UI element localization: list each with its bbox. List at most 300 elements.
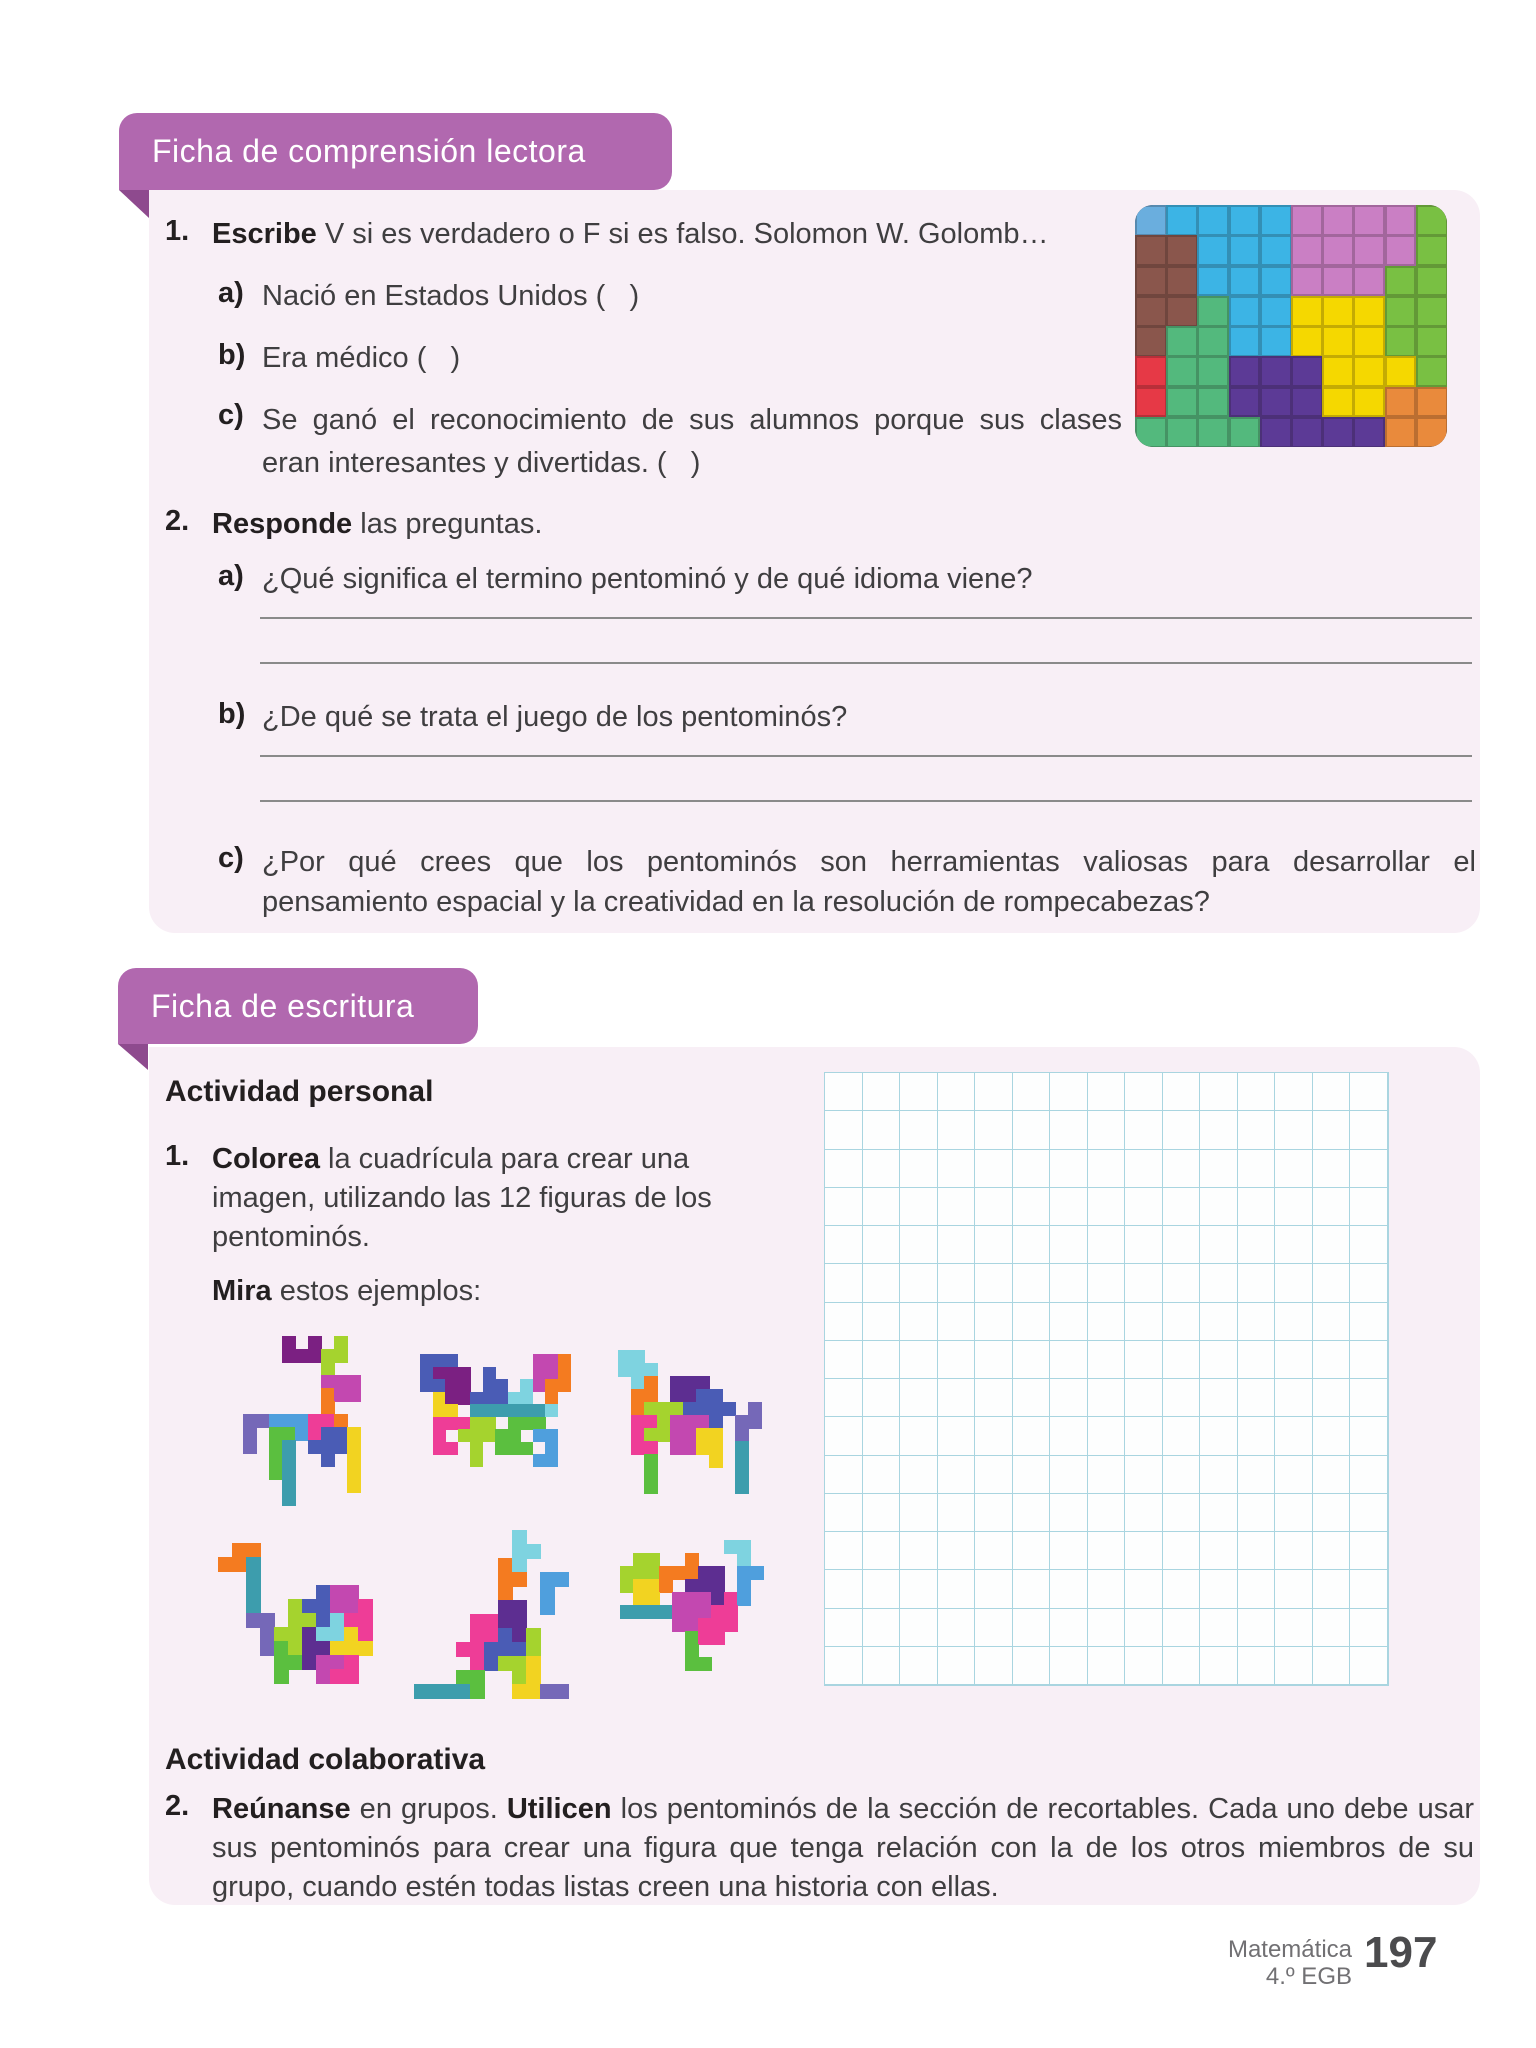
pixel-cell bbox=[620, 1579, 634, 1593]
grid-cell[interactable] bbox=[938, 1532, 976, 1570]
grid-cell[interactable] bbox=[1238, 1303, 1276, 1341]
pixel-cell bbox=[498, 1642, 513, 1657]
grid-cell[interactable] bbox=[1313, 1647, 1351, 1685]
grid-cell[interactable] bbox=[938, 1417, 976, 1455]
grid-cell[interactable] bbox=[900, 1150, 938, 1188]
item-letter: c) bbox=[218, 399, 244, 431]
pixel-cell bbox=[698, 1657, 712, 1671]
grid-cell[interactable] bbox=[975, 1150, 1013, 1188]
grid-cell[interactable] bbox=[1125, 1150, 1163, 1188]
grid-cell[interactable] bbox=[1275, 1226, 1313, 1264]
grid-cell[interactable] bbox=[1050, 1303, 1088, 1341]
pixel-cell bbox=[683, 1415, 697, 1429]
pixel-cell bbox=[657, 1415, 671, 1429]
pixel-cell bbox=[1291, 387, 1323, 418]
grid-cell[interactable] bbox=[1200, 1494, 1238, 1532]
grid-cell[interactable] bbox=[1125, 1494, 1163, 1532]
grid-cell[interactable] bbox=[1050, 1111, 1088, 1149]
grid-cell[interactable] bbox=[825, 1532, 863, 1570]
grid-cell[interactable] bbox=[1275, 1379, 1313, 1417]
grid-cell[interactable] bbox=[1088, 1226, 1126, 1264]
pixel-cell bbox=[533, 1417, 546, 1430]
grid-cell[interactable] bbox=[938, 1188, 976, 1226]
grid-cell[interactable] bbox=[863, 1532, 901, 1570]
grid-cell[interactable] bbox=[1238, 1341, 1276, 1379]
grid-cell[interactable] bbox=[938, 1264, 976, 1302]
grid-cell[interactable] bbox=[1350, 1379, 1388, 1417]
grid-cell[interactable] bbox=[1163, 1150, 1201, 1188]
grid-cell[interactable] bbox=[938, 1456, 976, 1494]
grid-cell[interactable] bbox=[1275, 1417, 1313, 1455]
pixel-cell bbox=[498, 1600, 513, 1615]
question-1-text bbox=[212, 215, 1049, 254]
grid-cell[interactable] bbox=[975, 1188, 1013, 1226]
grid-cell[interactable] bbox=[825, 1456, 863, 1494]
grid-cell[interactable] bbox=[1275, 1111, 1313, 1149]
pixel-cell bbox=[302, 1655, 317, 1670]
grid-cell[interactable] bbox=[1275, 1303, 1313, 1341]
item-letter: c) bbox=[218, 842, 244, 874]
grid-cell[interactable] bbox=[1050, 1188, 1088, 1226]
grid-cell[interactable] bbox=[1313, 1417, 1351, 1455]
grid-cell[interactable] bbox=[1275, 1570, 1313, 1608]
grid-cell[interactable] bbox=[1088, 1111, 1126, 1149]
grid-cell[interactable] bbox=[1350, 1570, 1388, 1608]
grid-cell[interactable] bbox=[938, 1570, 976, 1608]
grid-cell[interactable] bbox=[1350, 1532, 1388, 1570]
grid-cell[interactable] bbox=[1088, 1264, 1126, 1302]
grid-cell[interactable] bbox=[825, 1073, 863, 1111]
grid-cell[interactable] bbox=[1313, 1456, 1351, 1494]
grid-cell[interactable] bbox=[1350, 1647, 1388, 1685]
pixel-cell bbox=[316, 1655, 331, 1670]
pixel-cell bbox=[321, 1401, 335, 1415]
grid-cell[interactable] bbox=[1088, 1417, 1126, 1455]
grid-cell[interactable] bbox=[1238, 1226, 1276, 1264]
grid-cell[interactable] bbox=[900, 1494, 938, 1532]
grid-cell[interactable] bbox=[1125, 1570, 1163, 1608]
grid-cell[interactable] bbox=[900, 1111, 938, 1149]
grid-cell[interactable] bbox=[1275, 1456, 1313, 1494]
grid-cell[interactable] bbox=[1050, 1570, 1088, 1608]
pixel-cell bbox=[420, 1354, 433, 1367]
grid-cell[interactable] bbox=[975, 1111, 1013, 1149]
grid-cell[interactable] bbox=[1050, 1341, 1088, 1379]
grid-cell[interactable] bbox=[1350, 1494, 1388, 1532]
grid-cell[interactable] bbox=[1013, 1226, 1051, 1264]
grid-cell[interactable] bbox=[1050, 1647, 1088, 1685]
grid-cell[interactable] bbox=[975, 1264, 1013, 1302]
grid-cell[interactable] bbox=[1013, 1532, 1051, 1570]
grid-cell[interactable] bbox=[900, 1379, 938, 1417]
pixel-cell bbox=[512, 1628, 527, 1643]
pixel-cell bbox=[698, 1618, 712, 1632]
grid-cell[interactable] bbox=[900, 1264, 938, 1302]
question-number: 1. bbox=[165, 215, 190, 247]
grid-cell[interactable] bbox=[1088, 1341, 1126, 1379]
grid-cell[interactable] bbox=[1313, 1494, 1351, 1532]
grid-cell[interactable] bbox=[1050, 1264, 1088, 1302]
pixel-cell bbox=[470, 1642, 485, 1657]
grid-cell[interactable] bbox=[1313, 1609, 1351, 1647]
grid-cell[interactable] bbox=[1313, 1264, 1351, 1302]
grid-cell[interactable] bbox=[1088, 1532, 1126, 1570]
grid-cell[interactable] bbox=[1313, 1532, 1351, 1570]
grid-cell[interactable] bbox=[1313, 1111, 1351, 1149]
grid-cell[interactable] bbox=[1350, 1609, 1388, 1647]
grid-cell[interactable] bbox=[1125, 1647, 1163, 1685]
grid-cell[interactable] bbox=[863, 1303, 901, 1341]
grid-cell[interactable] bbox=[863, 1188, 901, 1226]
grid-cell[interactable] bbox=[1350, 1417, 1388, 1455]
grid-cell[interactable] bbox=[1163, 1532, 1201, 1570]
grid-cell[interactable] bbox=[1013, 1264, 1051, 1302]
pixel-cell bbox=[685, 1553, 699, 1567]
grid-cell[interactable] bbox=[1163, 1609, 1201, 1647]
grid-cell[interactable] bbox=[1163, 1264, 1201, 1302]
grid-cell[interactable] bbox=[975, 1341, 1013, 1379]
grid-cell[interactable] bbox=[863, 1341, 901, 1379]
grid-cell[interactable] bbox=[900, 1456, 938, 1494]
item-2-rest: los pentominós de la sección de recortables. Cada uno debe usar sus pentominós para crear una figura que tenga relación con la de los otros miembros de su grupo, cuando estén todas listas creen una historia con ellas. bbox=[212, 1793, 1474, 1903]
grid-cell[interactable] bbox=[1350, 1188, 1388, 1226]
grid-cell[interactable] bbox=[1163, 1494, 1201, 1532]
grid-cell[interactable] bbox=[1050, 1073, 1088, 1111]
pixel-cell bbox=[1260, 356, 1292, 387]
grid-cell[interactable] bbox=[1125, 1417, 1163, 1455]
grid-cell[interactable] bbox=[1163, 1456, 1201, 1494]
grid-cell[interactable] bbox=[1013, 1609, 1051, 1647]
pixel-cell bbox=[1197, 296, 1229, 327]
grid-cell[interactable] bbox=[1163, 1341, 1201, 1379]
grid-cell[interactable] bbox=[1088, 1647, 1126, 1685]
grid-cell[interactable] bbox=[1200, 1341, 1238, 1379]
pixel-cell bbox=[344, 1669, 359, 1684]
grid-cell[interactable] bbox=[863, 1264, 901, 1302]
grid-cell[interactable] bbox=[900, 1609, 938, 1647]
grid-cell[interactable] bbox=[1050, 1150, 1088, 1188]
pixel-cell bbox=[1291, 326, 1323, 357]
grid-cell[interactable] bbox=[863, 1417, 901, 1455]
grid-cell[interactable] bbox=[1200, 1188, 1238, 1226]
grid-cell[interactable] bbox=[1275, 1494, 1313, 1532]
pixel-cell bbox=[347, 1479, 361, 1493]
grid-cell[interactable] bbox=[863, 1379, 901, 1417]
grid-cell[interactable] bbox=[1313, 1379, 1351, 1417]
grid-cell[interactable] bbox=[1200, 1570, 1238, 1608]
grid-cell[interactable] bbox=[1200, 1264, 1238, 1302]
grid-cell[interactable] bbox=[900, 1188, 938, 1226]
pixel-cell bbox=[484, 1656, 499, 1671]
pixel-cell bbox=[545, 1429, 558, 1442]
grid-cell[interactable] bbox=[1350, 1341, 1388, 1379]
grid-cell[interactable] bbox=[863, 1494, 901, 1532]
grid-cell[interactable] bbox=[938, 1150, 976, 1188]
grid-cell[interactable] bbox=[1238, 1647, 1276, 1685]
grid-cell[interactable] bbox=[975, 1609, 1013, 1647]
grid-cell[interactable] bbox=[1088, 1494, 1126, 1532]
grid-cell[interactable] bbox=[825, 1341, 863, 1379]
grid-cell[interactable] bbox=[1013, 1111, 1051, 1149]
grid-cell[interactable] bbox=[1238, 1073, 1276, 1111]
grid-cell[interactable] bbox=[938, 1111, 976, 1149]
grid-cell[interactable] bbox=[1238, 1111, 1276, 1149]
grid-cell[interactable] bbox=[863, 1150, 901, 1188]
grid-cell[interactable] bbox=[863, 1111, 901, 1149]
grid-cell[interactable] bbox=[1050, 1379, 1088, 1417]
grid-cell[interactable] bbox=[1125, 1303, 1163, 1341]
grid-cell[interactable] bbox=[1013, 1494, 1051, 1532]
pixel-cell bbox=[646, 1553, 660, 1567]
grid-cell[interactable] bbox=[825, 1570, 863, 1608]
grid-cell[interactable] bbox=[900, 1073, 938, 1111]
grid-cell[interactable] bbox=[1200, 1456, 1238, 1494]
grid-cell[interactable] bbox=[825, 1150, 863, 1188]
grid-cell[interactable] bbox=[1088, 1150, 1126, 1188]
grid-cell[interactable] bbox=[938, 1609, 976, 1647]
grid-cell[interactable] bbox=[1088, 1303, 1126, 1341]
grid-cell[interactable] bbox=[1163, 1379, 1201, 1417]
grid-cell[interactable] bbox=[1200, 1532, 1238, 1570]
grid-cell[interactable] bbox=[900, 1570, 938, 1608]
pixel-cell bbox=[334, 1349, 348, 1363]
grid-cell[interactable] bbox=[1313, 1341, 1351, 1379]
grid-cell[interactable] bbox=[1013, 1379, 1051, 1417]
grid-cell[interactable] bbox=[975, 1532, 1013, 1570]
grid-cell[interactable] bbox=[1050, 1532, 1088, 1570]
grid-cell[interactable] bbox=[1200, 1226, 1238, 1264]
grid-cell[interactable] bbox=[1275, 1150, 1313, 1188]
grid-cell[interactable] bbox=[1050, 1417, 1088, 1455]
grid-cell[interactable] bbox=[938, 1341, 976, 1379]
grid-cell[interactable] bbox=[1275, 1188, 1313, 1226]
grid-cell[interactable] bbox=[1163, 1111, 1201, 1149]
question-number: 2. bbox=[165, 505, 190, 537]
grid-cell[interactable] bbox=[1200, 1417, 1238, 1455]
grid-cell[interactable] bbox=[975, 1073, 1013, 1111]
pixel-cell bbox=[1385, 266, 1417, 297]
grid-cell[interactable] bbox=[900, 1532, 938, 1570]
grid-cell[interactable] bbox=[1313, 1073, 1351, 1111]
pixel-cell bbox=[269, 1427, 283, 1441]
pixel-cell bbox=[316, 1599, 331, 1614]
grid-cell[interactable] bbox=[1125, 1341, 1163, 1379]
grid-cell[interactable] bbox=[938, 1379, 976, 1417]
grid-cell[interactable] bbox=[975, 1647, 1013, 1685]
answer-line bbox=[260, 755, 1472, 757]
grid-cell[interactable] bbox=[1275, 1341, 1313, 1379]
grid-cell[interactable] bbox=[1238, 1570, 1276, 1608]
grid-cell[interactable] bbox=[1350, 1150, 1388, 1188]
grid-cell[interactable] bbox=[938, 1303, 976, 1341]
grid-cell[interactable] bbox=[938, 1073, 976, 1111]
grid-cell[interactable] bbox=[1238, 1532, 1276, 1570]
question-2-rest: las preguntas. bbox=[352, 508, 543, 540]
grid-cell[interactable] bbox=[900, 1303, 938, 1341]
question-2-verb: Responde bbox=[212, 508, 353, 540]
grid-cell[interactable] bbox=[1350, 1111, 1388, 1149]
grid-cell[interactable] bbox=[975, 1417, 1013, 1455]
grid-cell[interactable] bbox=[1350, 1226, 1388, 1264]
grid-cell[interactable] bbox=[1238, 1379, 1276, 1417]
pixel-cell bbox=[321, 1414, 335, 1428]
pixel-cell bbox=[495, 1379, 508, 1392]
grid-cell[interactable] bbox=[1125, 1264, 1163, 1302]
pixel-cell bbox=[644, 1441, 658, 1455]
grid-cell[interactable] bbox=[1200, 1303, 1238, 1341]
grid-cell[interactable] bbox=[975, 1303, 1013, 1341]
pixel-cell bbox=[330, 1627, 345, 1642]
grid-cell[interactable] bbox=[1125, 1188, 1163, 1226]
grid-cell[interactable] bbox=[825, 1494, 863, 1532]
grid-cell[interactable] bbox=[1238, 1188, 1276, 1226]
grid-cell[interactable] bbox=[863, 1609, 901, 1647]
grid-cell[interactable] bbox=[1050, 1609, 1088, 1647]
grid-cell[interactable] bbox=[1125, 1379, 1163, 1417]
grid-cell[interactable] bbox=[863, 1456, 901, 1494]
pixel-cell bbox=[633, 1592, 647, 1606]
pixel-cell bbox=[526, 1642, 541, 1657]
grid-cell[interactable] bbox=[1013, 1570, 1051, 1608]
grid-cell[interactable] bbox=[1238, 1417, 1276, 1455]
grid-cell[interactable] bbox=[900, 1341, 938, 1379]
coloring-grid[interactable] bbox=[824, 1072, 1389, 1686]
grid-cell[interactable] bbox=[825, 1111, 863, 1149]
grid-cell[interactable] bbox=[863, 1647, 901, 1685]
grid-cell[interactable] bbox=[1275, 1264, 1313, 1302]
grid-cell[interactable] bbox=[1238, 1609, 1276, 1647]
grid-cell[interactable] bbox=[1238, 1150, 1276, 1188]
grid-cell[interactable] bbox=[1125, 1226, 1163, 1264]
grid-cell[interactable] bbox=[1238, 1494, 1276, 1532]
tab-label: Ficha de escritura bbox=[151, 987, 415, 1024]
grid-cell[interactable] bbox=[1050, 1456, 1088, 1494]
grid-cell[interactable] bbox=[1200, 1609, 1238, 1647]
grid-cell[interactable] bbox=[1088, 1188, 1126, 1226]
grid-cell[interactable] bbox=[825, 1609, 863, 1647]
grid-cell[interactable] bbox=[1125, 1609, 1163, 1647]
grid-cell[interactable] bbox=[900, 1226, 938, 1264]
pixel-cell bbox=[274, 1627, 289, 1642]
grid-cell[interactable] bbox=[1088, 1570, 1126, 1608]
grid-cell[interactable] bbox=[825, 1417, 863, 1455]
pixel-cell bbox=[685, 1566, 699, 1580]
grid-cell[interactable] bbox=[825, 1226, 863, 1264]
grid-cell[interactable] bbox=[975, 1226, 1013, 1264]
grid-cell[interactable] bbox=[863, 1570, 901, 1608]
grid-cell[interactable] bbox=[1313, 1570, 1351, 1608]
pixel-cell bbox=[683, 1402, 697, 1416]
grid-cell[interactable] bbox=[1013, 1341, 1051, 1379]
grid-cell[interactable] bbox=[975, 1494, 1013, 1532]
grid-cell[interactable] bbox=[938, 1647, 976, 1685]
grid-cell[interactable] bbox=[1275, 1609, 1313, 1647]
grid-cell[interactable] bbox=[1163, 1226, 1201, 1264]
grid-cell[interactable] bbox=[1013, 1456, 1051, 1494]
grid-cell[interactable] bbox=[1275, 1647, 1313, 1685]
grid-cell[interactable] bbox=[1200, 1073, 1238, 1111]
grid-cell[interactable] bbox=[1163, 1417, 1201, 1455]
mira-rest: estos ejemplos: bbox=[271, 1275, 482, 1307]
grid-cell[interactable] bbox=[1163, 1570, 1201, 1608]
grid-cell[interactable] bbox=[1200, 1379, 1238, 1417]
grid-cell[interactable] bbox=[1013, 1303, 1051, 1341]
grid-cell[interactable] bbox=[1238, 1456, 1276, 1494]
grid-cell[interactable] bbox=[1275, 1532, 1313, 1570]
grid-cell[interactable] bbox=[825, 1379, 863, 1417]
grid-cell[interactable] bbox=[825, 1188, 863, 1226]
grid-cell[interactable] bbox=[1200, 1647, 1238, 1685]
grid-cell[interactable] bbox=[1275, 1073, 1313, 1111]
grid-cell[interactable] bbox=[1350, 1073, 1388, 1111]
grid-cell[interactable] bbox=[1050, 1226, 1088, 1264]
grid-cell[interactable] bbox=[1163, 1303, 1201, 1341]
pixel-cell bbox=[1416, 296, 1447, 327]
grid-cell[interactable] bbox=[1163, 1188, 1201, 1226]
grid-cell[interactable] bbox=[1013, 1150, 1051, 1188]
grid-cell[interactable] bbox=[938, 1226, 976, 1264]
grid-cell[interactable] bbox=[900, 1417, 938, 1455]
grid-cell[interactable] bbox=[1125, 1532, 1163, 1570]
grid-cell[interactable] bbox=[1125, 1456, 1163, 1494]
grid-cell[interactable] bbox=[1313, 1188, 1351, 1226]
grid-cell[interactable] bbox=[900, 1647, 938, 1685]
grid-cell[interactable] bbox=[1163, 1073, 1201, 1111]
grid-cell[interactable] bbox=[1013, 1073, 1051, 1111]
grid-cell[interactable] bbox=[1013, 1417, 1051, 1455]
pixel-cell bbox=[282, 1479, 296, 1493]
grid-cell[interactable] bbox=[1088, 1456, 1126, 1494]
grid-cell[interactable] bbox=[1238, 1264, 1276, 1302]
grid-cell[interactable] bbox=[1088, 1379, 1126, 1417]
pixel-cell bbox=[495, 1429, 508, 1442]
grid-cell[interactable] bbox=[1163, 1647, 1201, 1685]
grid-cell[interactable] bbox=[825, 1303, 863, 1341]
grid-cell[interactable] bbox=[1350, 1264, 1388, 1302]
grid-cell[interactable] bbox=[1125, 1073, 1163, 1111]
pixel-cell bbox=[520, 1442, 533, 1455]
pixel-cell bbox=[433, 1417, 446, 1430]
q2-item-c: ¿Por qué crees que los pentominós son herramientas valiosas para desarrollar el pensamiento espacial y la creatividad en la resolución de rompecabezas? bbox=[262, 846, 1476, 918]
item-letter: a) bbox=[218, 560, 244, 592]
grid-cell[interactable] bbox=[1313, 1150, 1351, 1188]
grid-cell[interactable] bbox=[1350, 1456, 1388, 1494]
grid-cell[interactable] bbox=[1313, 1226, 1351, 1264]
grid-cell[interactable] bbox=[975, 1456, 1013, 1494]
grid-cell[interactable] bbox=[863, 1226, 901, 1264]
grid-cell[interactable] bbox=[863, 1073, 901, 1111]
grid-cell[interactable] bbox=[1088, 1073, 1126, 1111]
grid-cell[interactable] bbox=[1200, 1111, 1238, 1149]
pixel-cell bbox=[526, 1656, 541, 1671]
grid-cell[interactable] bbox=[1050, 1494, 1088, 1532]
grid-cell[interactable] bbox=[1200, 1150, 1238, 1188]
grid-cell[interactable] bbox=[975, 1570, 1013, 1608]
grid-cell[interactable] bbox=[825, 1264, 863, 1302]
grid-cell[interactable] bbox=[938, 1494, 976, 1532]
pixel-cell bbox=[659, 1579, 673, 1593]
grid-cell[interactable] bbox=[825, 1647, 863, 1685]
grid-cell[interactable] bbox=[1350, 1303, 1388, 1341]
pixel-cell bbox=[288, 1641, 303, 1656]
grid-cell[interactable] bbox=[1313, 1303, 1351, 1341]
grid-cell[interactable] bbox=[1013, 1188, 1051, 1226]
grid-cell[interactable] bbox=[1088, 1609, 1126, 1647]
pixel-cell bbox=[308, 1349, 322, 1363]
grid-cell[interactable] bbox=[975, 1379, 1013, 1417]
grid-cell[interactable] bbox=[1125, 1111, 1163, 1149]
grid-cell[interactable] bbox=[1013, 1647, 1051, 1685]
